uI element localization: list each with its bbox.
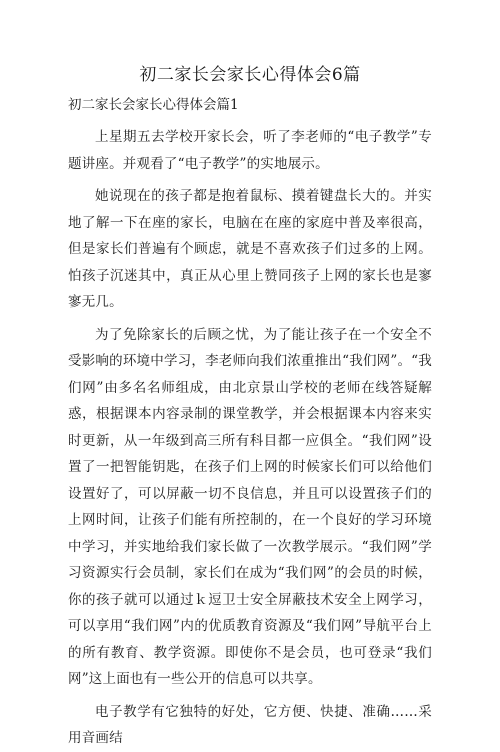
- paragraph-2: 她说现在的孩子都是抱着鼠标、摸着键盘长大的。并实地了解一下在座的家长，电脑在在座的家庭中普及率很高，但是家长们普遍有个顾虑，就是不喜欢孩子们过多的上网。怕孩子沉迷其中，真正从心里上赞同孩子上网的家长也是寥寥无几。: [68, 188, 432, 310]
- paragraph-3: 为了免除家长的后顾之忧，为了能让孩子在一个安全不受影响的环境中学习，李老师向我们浓重推出“我们网”。“我们网”由多名名师组成，由北京景山学校的老师在线答疑解惑，根据课本内容录制的课堂教学，并会根据课本内容来实时更新，从一年级到高三所有科目都一应俱全。“我们网”设置了一把智能钥匙，在孩子们上网的时候家长们可以给他们设置好了，可以屏蔽一切不良信息，并且可以设置孩子们的上网时间，让孩子们能有所控制的，在一个良好的学习环境中学习，并实地给我们家长做了一次教学展示。“我们网”学习资源实行会员制，家长们在成为“我们网”的会员的时候，你的孩子就可以通过ｋ逗卫士安全屏蔽技术安全上网学习，可以享用“我们网”内的优质教育资源及“我们网”导航平台上的所有教育、教学资源。即使你不是会员，也可登录“我们网”这上面也有一些公开的信息可以共享。: [68, 326, 432, 687]
- section-heading: 初二家长会家长心得体会篇1: [68, 97, 239, 113]
- paragraph-1: 上星期五去学校开家长会，听了李老师的“电子教学”专题讲座。并观看了“电子教学”的实地展示。: [68, 129, 432, 172]
- document-title: 初二家长会家长心得体会6篇: [139, 65, 361, 85]
- paragraph-4: 电子教学有它独特的好处，它方便、快捷、准确……采用音画结: [68, 703, 432, 746]
